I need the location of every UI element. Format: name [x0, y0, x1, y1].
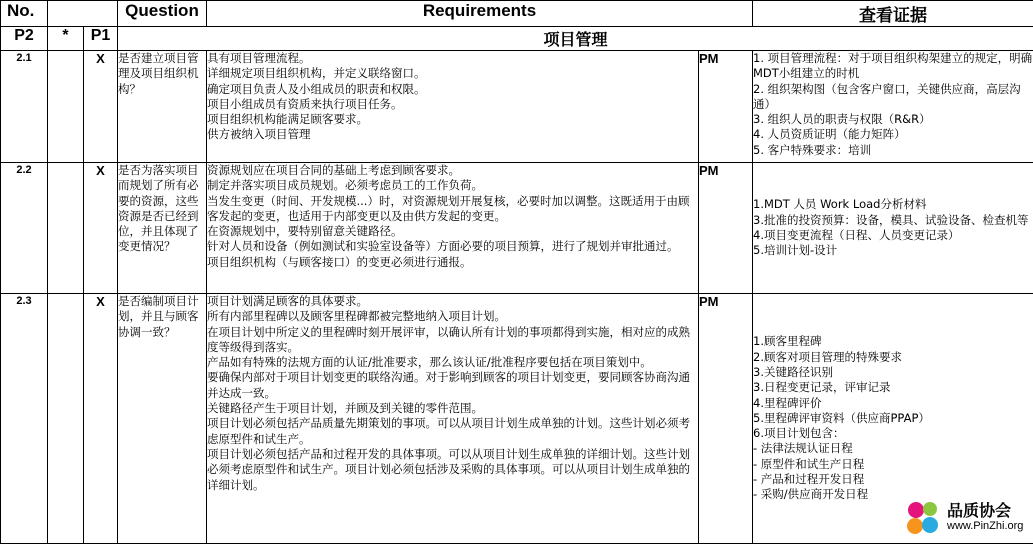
row-requirements [207, 163, 699, 294]
header-no: No. [1, 1, 48, 27]
pinzhi-logo-icon [903, 499, 945, 537]
requirement-line: 项目组织机构（与顾客接口）的变更必须进行通报。 [207, 255, 698, 270]
row-p1-mark: X [84, 294, 118, 544]
requirement-line: 详细规定项目组织机构，并定义联络窗口。 [207, 66, 698, 81]
table-row [1, 51, 1033, 163]
requirement-line: 项目计划必须包括产品和过程开发的具体事项。可以从项目计划生成单独的详细计划。这些计划必须考虑原型件和试生产。项目计划必须包括涉及采购的具体事项。可以从项目计划生成单独的详细计划。 [207, 447, 698, 493]
requirement-line: 在资源规划中，要特别留意关键路径。 [207, 224, 698, 239]
evidence-line: 5. 客户特殊要求：培训 [753, 143, 1033, 158]
evidence-line: 2.顾客对项目管理的特殊要求 [753, 350, 1033, 365]
evidence-line: 3.批准的投资预算：设备，模具、试验设备、检查机等 [753, 213, 1033, 228]
evidence-line: - 原型件和试生产日程 [753, 457, 1033, 472]
logo-petal-pink [908, 502, 924, 518]
requirement-line: 产品如有特殊的法规方面的认证/批准要求，那么该认证/批准程序要包括在项目策划中。 [207, 355, 698, 370]
row-evidence [753, 51, 1033, 163]
evidence-line: - 产品和过程开发日程 [753, 472, 1033, 487]
row-p1-mark: X [84, 163, 118, 294]
row-question: 是否编制项目计划，并且与顾客协调一致？ [118, 294, 207, 544]
evidence-line: 3.日程变更记录，评审记录 [753, 380, 1033, 395]
row-requirements [207, 294, 699, 544]
row-star-cell [48, 294, 84, 544]
header-evidence: 查看证据 [753, 1, 1033, 27]
evidence-line: 5.里程碑评审资料（供应商PPAP） [753, 411, 1033, 426]
subheader-star: * [48, 27, 84, 51]
requirement-line: 制定并落实项目成员规划。必须考虑员工的工作负荷。 [207, 178, 698, 193]
requirement-line: 项目小组成员有资质来执行项目任务。 [207, 97, 698, 112]
evidence-line: - 法律法规认证日程 [753, 441, 1033, 456]
row-number: 2.3 [1, 294, 48, 544]
logo-title: 品质协会 [947, 498, 1011, 521]
row-p1-mark: X [84, 51, 118, 163]
evidence-line: 3. 组织人员的职责与权限（R&R） [753, 112, 1033, 127]
requirement-line: 确定项目负责人及小组成员的职责和权限。 [207, 82, 698, 97]
evidence-line: 6.项目计划包含： [753, 426, 1033, 441]
table-row [1, 163, 1033, 294]
requirement-line: 具有项目管理流程。 [207, 51, 698, 66]
logo-url: www.PinZhi.org [947, 520, 1023, 532]
requirement-line: 所有内部里程碑以及顾客里程碑都被完整地纳入项目计划。 [207, 309, 698, 324]
evidence-line: 1. 项目管理流程：对于项目组织构架建立的规定，明确MDT小组建立的时机 [753, 51, 1033, 82]
header-requirements: Requirements [207, 1, 753, 27]
requirement-line: 项目组织机构能满足顾客要求。 [207, 112, 698, 127]
subheader-row [1, 27, 1033, 51]
requirement-line: 当发生变更（时间、开发规模...）时，对资源规划开展复核，必要时加以调整。这既适用于由顾客发起的变更，也适用于内部变更以及由供方发起的变更。 [207, 194, 698, 225]
evidence-line: 1.顾客里程碑 [753, 334, 1033, 349]
site-logo [903, 497, 1031, 538]
subheader-p1: P1 [84, 27, 118, 51]
logo-petal-green [923, 502, 937, 516]
evidence-line: 5.培训计划-设计 [753, 243, 1033, 258]
row-owner: PM [699, 294, 753, 544]
row-evidence [753, 163, 1033, 294]
evidence-line: 4.项目变更流程（日程、人员变更记录） [753, 228, 1033, 243]
requirement-line: 在项目计划中所定义的里程碑时刻开展评审，以确认所有计划的事项都得到实施，相对应的成熟度等级得到落实。 [207, 325, 698, 356]
requirement-line: 项目计划满足顾客的具体要求。 [207, 294, 698, 309]
evidence-line: 2. 组织架构图（包含客户窗口，关键供应商，高层沟通） [753, 82, 1033, 113]
requirement-line: 针对人员和设备（例如测试和实验室设备等）方面必要的项目预算，进行了规划并审批通过。 [207, 239, 698, 254]
header-blank [48, 1, 118, 27]
row-owner: PM [699, 51, 753, 163]
evidence-line: 1.MDT 人员 Work Load分析材料 [753, 197, 1033, 212]
row-question: 是否为落实项目而规划了所有必要的资源，这些资源是否已经到位，并且体现了变更情况？ [118, 163, 207, 294]
table-row [1, 294, 1033, 544]
row-requirements [207, 51, 699, 163]
row-number: 2.1 [1, 51, 48, 163]
row-number: 2.2 [1, 163, 48, 294]
header-row [1, 1, 1033, 27]
section-title: 项目管理 [118, 27, 1033, 51]
evidence-line: 3.关键路径识别 [753, 365, 1033, 380]
logo-petal-orange [907, 518, 923, 534]
subheader-p2: P2 [1, 27, 48, 51]
requirement-line: 关键路径产生于项目计划，并顾及到关键的零件范围。 [207, 401, 698, 416]
row-star-cell [48, 163, 84, 294]
row-star-cell [48, 51, 84, 163]
row-owner: PM [699, 163, 753, 294]
evidence-line: 4.里程碑评价 [753, 396, 1033, 411]
row-question: 是否建立项目管理及项目组织机构？ [118, 51, 207, 163]
requirement-line: 资源规划应在项目合同的基础上考虑到顾客要求。 [207, 163, 698, 178]
logo-petal-blue [922, 517, 938, 533]
evidence-line: - 采购/供应商开发日程 [753, 487, 1033, 502]
header-question: Question [118, 1, 207, 27]
requirement-line: 要确保内部对于项目计划变更的联络沟通。对于影响到顾客的项目计划变更，要同顾客协商沟通并达成一致。 [207, 370, 698, 401]
evidence-line: 4. 人员资质证明（能力矩阵） [753, 127, 1033, 142]
requirement-line: 供方被纳入项目管理 [207, 127, 698, 142]
requirement-line: 项目计划必须包括产品质量先期策划的事项。可以从项目计划生成单独的计划。这些计划必须考虑原型件和试生产。 [207, 416, 698, 447]
